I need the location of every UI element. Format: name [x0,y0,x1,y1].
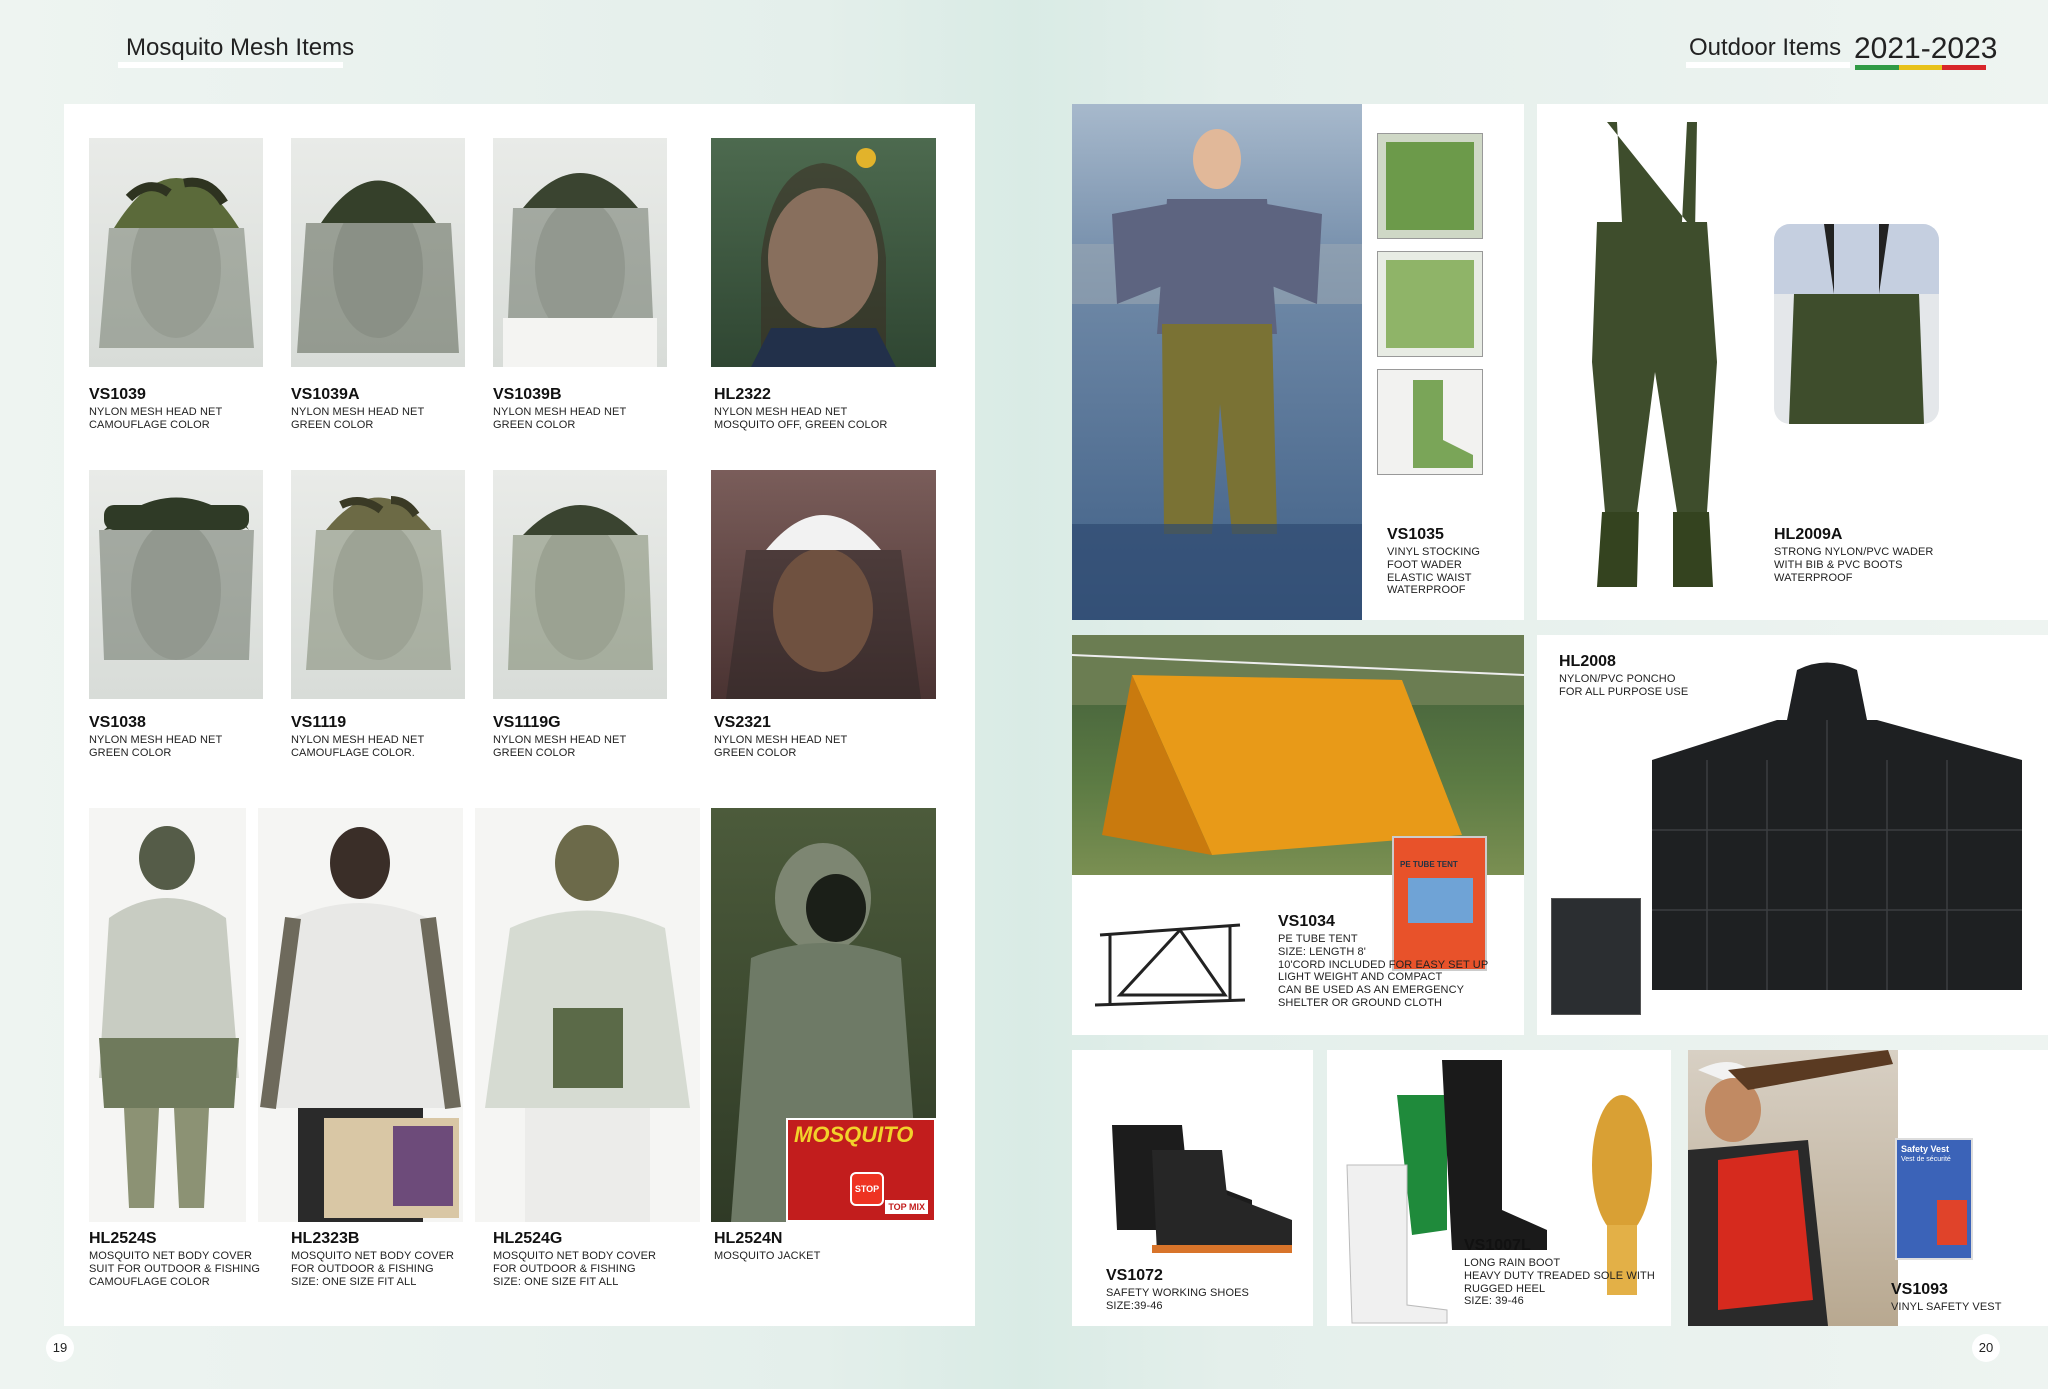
year-range: 2021-2023 [1854,32,1998,65]
product-desc: NYLON MESH HEAD NET [714,406,848,419]
page-number-left: 19 [46,1334,74,1362]
product-code: VS1039A [291,386,360,403]
product-photo-vs1093 [1688,1050,1898,1326]
product-desc: WATERPROOF [1774,571,1853,584]
product-desc: FOR OUTDOOR & FISHING [291,1263,434,1276]
product-photo-hl2524n [711,808,936,1222]
product-caption-hl2008 [1559,653,1688,699]
product-desc: MOSQUITO NET BODY COVER [493,1250,657,1263]
page-number-right: 20 [1972,1334,2000,1362]
product-desc: WATERPROOF [1387,584,1466,597]
product-desc: NYLON MESH HEAD NET [493,406,627,419]
product-desc: NYLON MESH HEAD NET [89,406,223,419]
product-desc: GREEN COLOR [714,747,797,760]
product-code: HL2009A [1774,526,1843,543]
mosquito-inset-package [786,1118,936,1222]
vest-package-image [1937,1200,1967,1245]
page-title-right: Outdoor Items [1689,34,1842,61]
product-desc: NYLON MESH HEAD NET [89,734,223,747]
product-desc: GREEN COLOR [493,747,576,760]
inset-brand: MOSQUITO [794,1122,914,1147]
product-desc: NYLON MESH HEAD NET [714,734,848,747]
tent-sketch [1090,905,1250,1015]
product-desc: SIZE: 39-46 [1464,1295,1524,1308]
product-code: VS1093 [1891,1281,1948,1298]
product-desc: SIZE: ONE SIZE FIT ALL [493,1275,619,1288]
product-desc: WITH BIB & PVC BOOTS [1774,559,1903,572]
product-desc: FOOT WADER [1387,559,1462,572]
product-photo-hl2323b [258,808,463,1222]
product-desc: LONG RAIN BOOT [1464,1257,1561,1270]
product-code: HL2524S [89,1230,157,1247]
title-underline [1686,62,1850,68]
year-color-bar [1855,65,1986,70]
product-code: VS1007L [1464,1237,1531,1254]
product-desc: GREEN COLOR [493,419,576,432]
vest-package [1895,1138,1973,1260]
product-caption-hl2524n [714,1230,820,1263]
vest-package-label-fr: Vest de sécurité [1901,1156,1951,1163]
product-caption-vs1035 [1387,526,1480,597]
poncho-illustration [1637,660,2027,1015]
product-caption-vs1119g [493,714,626,760]
product-desc: NYLON/PVC PONCHO [1559,673,1676,686]
wader-detail-photo [1774,224,1939,424]
product-caption-vs1039 [89,386,222,432]
product-photo-vs1039 [89,138,263,367]
product-photo-vs2321 [711,470,936,699]
product-desc: FOR OUTDOOR & FISHING [493,1263,636,1276]
product-desc: SIZE:39-46 [1106,1300,1163,1313]
product-photo-vs1039b [493,138,667,367]
product-desc: GREEN COLOR [291,419,374,432]
product-desc: SIZE: LENGTH 8' [1278,946,1366,959]
shoes-illustration [1092,1105,1302,1265]
product-desc: PE TUBE TENT [1278,933,1358,946]
wader-illustration [1577,112,1727,612]
product-caption-vs1072 [1106,1267,1249,1313]
product-desc: VINYL STOCKING [1387,546,1481,559]
product-desc: STRONG NYLON/PVC WADER [1774,546,1934,559]
product-desc: GREEN COLOR [89,747,172,760]
product-detail-pack [1377,251,1483,357]
product-caption-vs1039a [291,386,424,432]
product-desc: MOSQUITO JACKET [714,1250,821,1263]
product-caption-hl2524s [89,1230,260,1288]
product-desc: FOR ALL PURPOSE USE [1559,686,1689,699]
product-photo-hl2524s [89,808,246,1222]
product-desc: NYLON MESH HEAD NET [493,734,627,747]
product-desc: MOSQUITO NET BODY COVER [291,1250,455,1263]
product-caption-vs2321 [714,714,847,760]
poncho-pouch [1551,898,1641,1015]
product-code: VS1038 [89,714,146,731]
product-code: VS1072 [1106,1267,1163,1284]
inset-stop-sign: STOP [850,1172,884,1206]
product-photo-vs1119g [493,470,667,699]
vest-package-label: Safety Vest [1901,1144,1950,1154]
product-photo-hl2524g [475,808,700,1222]
product-caption-vs1034 [1278,913,1488,1009]
product-photo-vs1119 [291,470,465,699]
product-desc: CAMOUFLAGE COLOR [89,1275,210,1288]
product-code: VS1119G [493,714,561,731]
product-code: HL2008 [1559,653,1616,670]
product-desc: SUIT FOR OUTDOOR & FISHING [89,1263,261,1276]
product-desc: CAN BE USED AS AN EMERGENCY [1278,983,1465,996]
product-code: HL2524N [714,1230,783,1247]
title-underline [118,62,343,68]
product-desc: ELASTIC WAIST [1387,571,1472,584]
product-detail-foot [1377,369,1483,475]
product-desc: SHELTER OR GROUND CLOTH [1278,996,1443,1009]
product-desc: LIGHT WEIGHT AND COMPACT [1278,971,1443,984]
product-code: VS1119 [291,714,347,731]
product-caption-vs1119 [291,714,424,760]
product-photo-hl2322 [711,138,936,367]
product-photo-vs1039a [291,138,465,367]
product-caption-vs1038 [89,714,222,760]
product-desc: SIZE: ONE SIZE FIT ALL [291,1275,417,1288]
product-desc: RUGGED HEEL [1464,1282,1546,1295]
product-desc: CAMOUFLAGE COLOR [89,419,210,432]
product-caption-hl2009a [1774,526,1933,584]
product-code: HL2323B [291,1230,360,1247]
product-code: VS1039 [89,386,146,403]
product-code: VS1039B [493,386,562,403]
product-desc: CAMOUFLAGE COLOR. [291,747,415,760]
product-caption-vs1093 [1891,1281,2002,1314]
product-desc: HEAVY DUTY TREADED SOLE WITH [1464,1270,1655,1283]
product-desc: MOSQUITO OFF, GREEN COLOR [714,419,888,432]
product-caption-vs1007l [1464,1237,1655,1308]
product-desc: 10'CORD INCLUDED FOR EASY SET UP [1278,958,1489,971]
product-caption-hl2323b [291,1230,454,1288]
product-photo-vs1035 [1072,104,1362,620]
product-photo-vs1038 [89,470,263,699]
product-code: HL2322 [714,386,771,403]
tent-package-label: PE TUBE TENT [1400,860,1458,869]
inset-badge: TOP MIX [885,1200,928,1214]
product-code: VS1035 [1387,526,1444,543]
product-code: HL2524G [493,1230,563,1247]
product-desc: NYLON MESH HEAD NET [291,406,425,419]
product-code: VS1034 [1278,913,1335,930]
product-desc: MOSQUITO NET BODY COVER [89,1250,253,1263]
page-title-left: Mosquito Mesh Items [126,34,355,61]
product-desc: NYLON MESH HEAD NET [291,734,425,747]
product-code: VS2321 [714,714,771,731]
product-detail-top [1377,133,1483,239]
product-caption-hl2524g [493,1230,656,1288]
product-caption-vs1039b [493,386,626,432]
product-desc: SAFETY WORKING SHOES [1106,1287,1249,1300]
product-desc: VINYL SAFETY VEST [1891,1301,2002,1314]
product-caption-hl2322 [714,386,887,432]
